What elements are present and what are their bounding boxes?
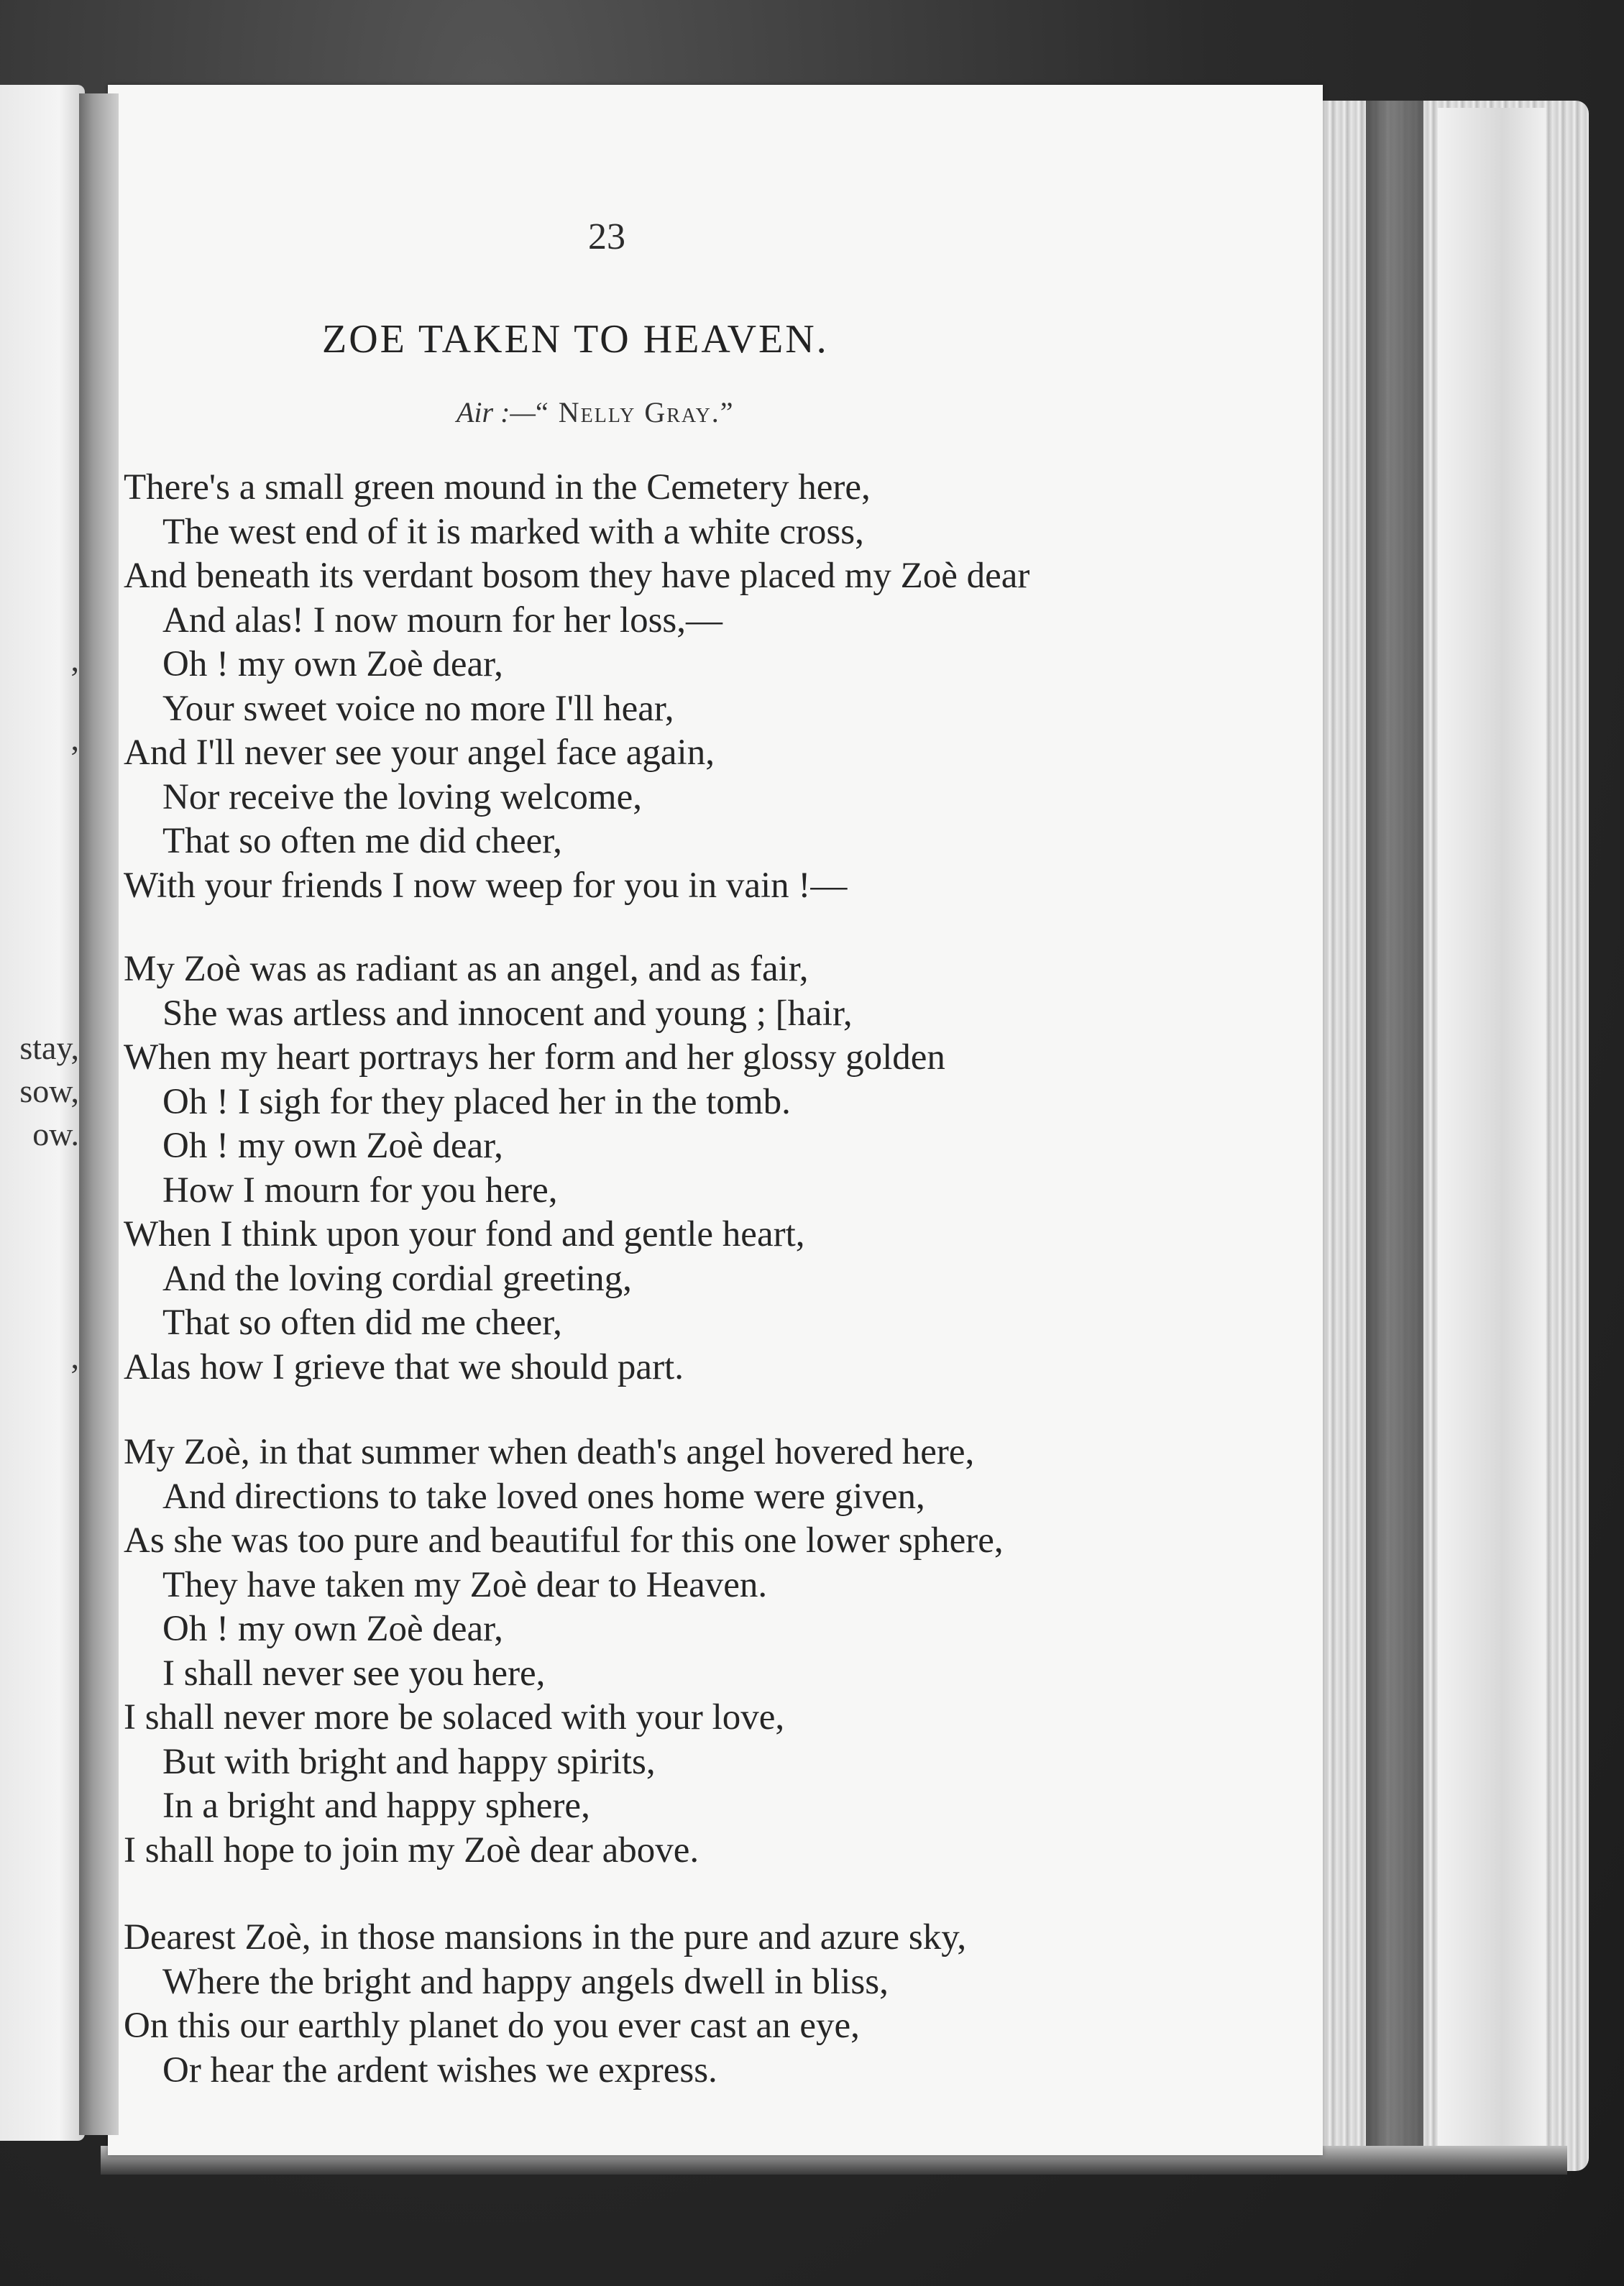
poem-line: Or hear the ardent wishes we express.: [162, 2049, 717, 2090]
poem-line: But with bright and happy spirits,: [162, 1741, 656, 1782]
poem-line: She was artless and innocent and young ; [hair,: [162, 993, 853, 1034]
poem-line: And beneath its verdant bosom they have placed my Zoè dear: [124, 556, 1030, 596]
left-page-fragment: ow.: [32, 1116, 79, 1152]
left-page-fragment: ,: [70, 1339, 79, 1375]
poem-line: My Zoè, in that summer when death's angel hovered here,: [124, 1432, 975, 1472]
stanza-4: [124, 1916, 1188, 2093]
poem-line: Where the bright and happy angels dwell in bliss,: [162, 1961, 889, 2002]
poem-line: My Zoè was as radiant as an angel, and as fair,: [124, 949, 809, 989]
poem-title: ZOE TAKEN TO HEAVEN.: [322, 317, 829, 362]
poem-line: And I'll never see your angel face again,: [124, 733, 715, 773]
left-facing-page: [0, 85, 85, 2141]
poem-line: Nor receive the loving welcome,: [162, 776, 642, 817]
left-page-fragment: ,: [70, 641, 79, 678]
poem-line: Oh ! I sigh for they placed her in the tomb.: [162, 1081, 791, 1122]
poem-line: Oh ! my own Zoè dear,: [162, 1126, 503, 1166]
poem-line: When my heart portrays her form and her glossy golden: [124, 1037, 945, 1078]
stanza-1: [124, 466, 1188, 908]
poem-line: There's a small green mound in the Cemetery here,: [124, 467, 871, 508]
poem-line: Oh ! my own Zoè dear,: [162, 1609, 503, 1649]
book-gutter: [79, 93, 119, 2135]
poem-line: The west end of it is marked with a white cross,: [162, 511, 864, 552]
poem-line: And alas! I now mourn for her loss,—: [162, 600, 723, 641]
poem-line: On this our earthly planet do you ever cast an eye,: [124, 2006, 860, 2046]
poem-line: In a bright and happy sphere,: [162, 1786, 590, 1826]
left-page-fragment: stay,: [19, 1029, 79, 1066]
poem-line: Alas how I grieve that we should part.: [124, 1346, 684, 1387]
poem-line: Dearest Zoè, in those mansions in the pure and azure sky,: [124, 1917, 967, 1957]
poem-line: When I think upon your fond and gentle heart,: [124, 1214, 805, 1254]
poem-line: Your sweet voice no more I'll hear,: [162, 688, 674, 729]
poem-line: They have taken my Zoè dear to Heaven.: [162, 1564, 768, 1605]
cover-edge: [1366, 101, 1423, 2171]
air-tune: “ Nelly Gray.”: [536, 396, 735, 428]
poem-line: I shall never see you here,: [162, 1653, 546, 1694]
page-block-edge: [1438, 108, 1546, 2164]
poem-line: And the loving cordial greeting,: [162, 1258, 632, 1299]
poem-line: That so often me did cheer,: [162, 821, 562, 861]
poem-line: With your friends I now weep for you in vain !—: [124, 865, 848, 906]
poem-line: And directions to take loved ones home were given,: [162, 1476, 925, 1517]
poem-line: Oh ! my own Zoè dear,: [162, 644, 503, 684]
poem-line: How I mourn for you here,: [162, 1170, 558, 1211]
page-number: 23: [588, 216, 625, 257]
stanza-3: [124, 1431, 1188, 1873]
poem-line: That so often did me cheer,: [162, 1303, 562, 1343]
poem-line: I shall never more be solaced with your love,: [124, 1697, 785, 1738]
air-line: [457, 395, 735, 429]
stanza-2: [124, 947, 1188, 1390]
left-page-fragment: sow,: [19, 1073, 79, 1109]
poem-line: As she was too pure and beautiful for this one lower sphere,: [124, 1520, 1004, 1561]
poem-line: I shall hope to join my Zoè dear above.: [124, 1830, 699, 1870]
air-label: Air :—: [457, 396, 536, 428]
left-page-fragment: ,: [70, 720, 79, 757]
